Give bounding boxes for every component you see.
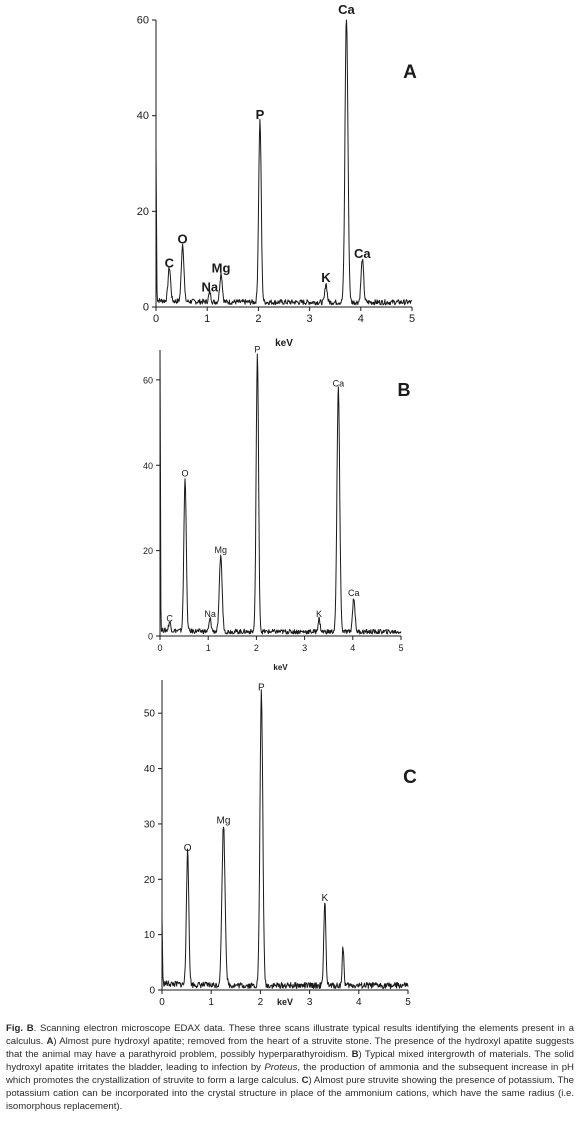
peak-label: K [316,609,323,620]
peak-label: Ca [332,378,345,389]
panel-letter: B [397,380,411,400]
peak-label: C [164,255,175,271]
y-tick-label: 30 [143,819,155,831]
peak-label: Ca [354,245,371,261]
figure-caption [6,1022,574,1113]
peak-label: Mg [214,545,227,556]
x-tick-label: 3 [306,997,313,1008]
x-tick-label: 4 [357,313,364,325]
panel-letter: C [403,767,417,788]
peak-label: O [183,843,192,855]
y-tick-label: 50 [143,708,155,720]
x-tick-label: 2 [255,313,262,325]
peak-label: Ca [338,2,355,17]
y-tick-label: 60 [142,375,153,386]
peak-label: O [177,231,188,247]
x-tick-label: 5 [405,997,411,1008]
caption-a-label: A [46,1036,54,1047]
caption-c-label: C [301,1075,309,1086]
caption-b-text-2: , the production of ammonia and the subsequent increase in pH which promotes the crystallization of struvite to form a large calculus. [6,1062,574,1086]
peak-label: K [321,892,329,904]
y-tick-label: 40 [136,110,149,123]
x-tick-label: 4 [350,643,356,653]
y-tick-label: 0 [147,631,153,642]
x-tick-label: 0 [159,997,165,1008]
peak-label: O [181,468,189,479]
y-tick-label: 40 [143,764,155,776]
panel-b-chart [143,345,411,672]
panel-a-chart [137,2,417,349]
x-axis-label: keV [275,338,293,349]
y-tick-label: 40 [142,460,153,471]
y-tick-label: 20 [142,546,153,557]
caption-intro: . Scanning electron microscope EDAX data. These three scans illustrate typical results identifying the elements present in a calculus. [6,1023,574,1047]
spectrum-line [156,20,412,305]
caption-fig-label: Fig. B [6,1023,34,1034]
peak-label: Ca [348,587,360,598]
peak-label: Na [201,279,219,295]
x-axis-label: keV [273,663,288,672]
panel-letter: A [403,62,417,83]
peak-label: P [258,682,265,694]
x-tick-label: 2 [257,997,264,1008]
caption-c-text: ) Almost pure struvite showing the presence of potassium. The potassium cation can be incorporated into the crystal structure in place of the ammonium cations, which have the same radius (i.e. isomorphous replacement). [6,1075,574,1112]
y-tick-label: 10 [143,930,155,942]
peak-label: K [321,269,331,285]
x-axis-label: keV [276,997,294,1007]
x-tick-label: 1 [204,313,211,325]
y-tick-label: 0 [149,985,155,997]
caption-a-text: ) Almost pure hydroxyl apatite; removed from the heart of a struvite stone. The presence of the hydroxyl apatite suggests that the animal may have a parathyroid problem, possibly hyperparathyroidism. [6,1036,574,1060]
x-tick-label: 1 [205,643,211,653]
x-tick-label: 5 [398,643,404,653]
peak-label: C [166,613,173,624]
y-tick-label: 20 [143,874,155,886]
spectrum-line [160,351,401,634]
y-tick-label: 20 [136,205,149,218]
peak-label: Mg [216,815,231,827]
y-tick-label: 60 [136,14,149,27]
caption-proteus: Proteus [264,1062,298,1073]
x-tick-label: 3 [306,313,313,325]
spectrum-line [162,690,408,989]
caption-b-label: B [351,1049,359,1060]
peak-label: P [254,344,261,355]
caption-b-text: ) Typical mixed intergrowth of materials. The solid hydroxyl apatite irritates the bladder, leading to infection by [6,1049,574,1073]
x-tick-label: 4 [356,997,362,1008]
x-tick-label: 0 [157,643,163,653]
peak-label: Na [204,609,216,620]
peak-label: P [255,107,265,123]
x-tick-label: 3 [302,643,308,653]
x-tick-label: 1 [208,997,214,1008]
x-tick-label: 2 [253,643,259,653]
panel-c-chart [144,680,417,1008]
x-tick-label: 0 [152,313,160,325]
x-tick-label: 5 [408,313,416,325]
y-tick-label: 0 [142,301,149,314]
peak-label: Mg [211,260,231,276]
